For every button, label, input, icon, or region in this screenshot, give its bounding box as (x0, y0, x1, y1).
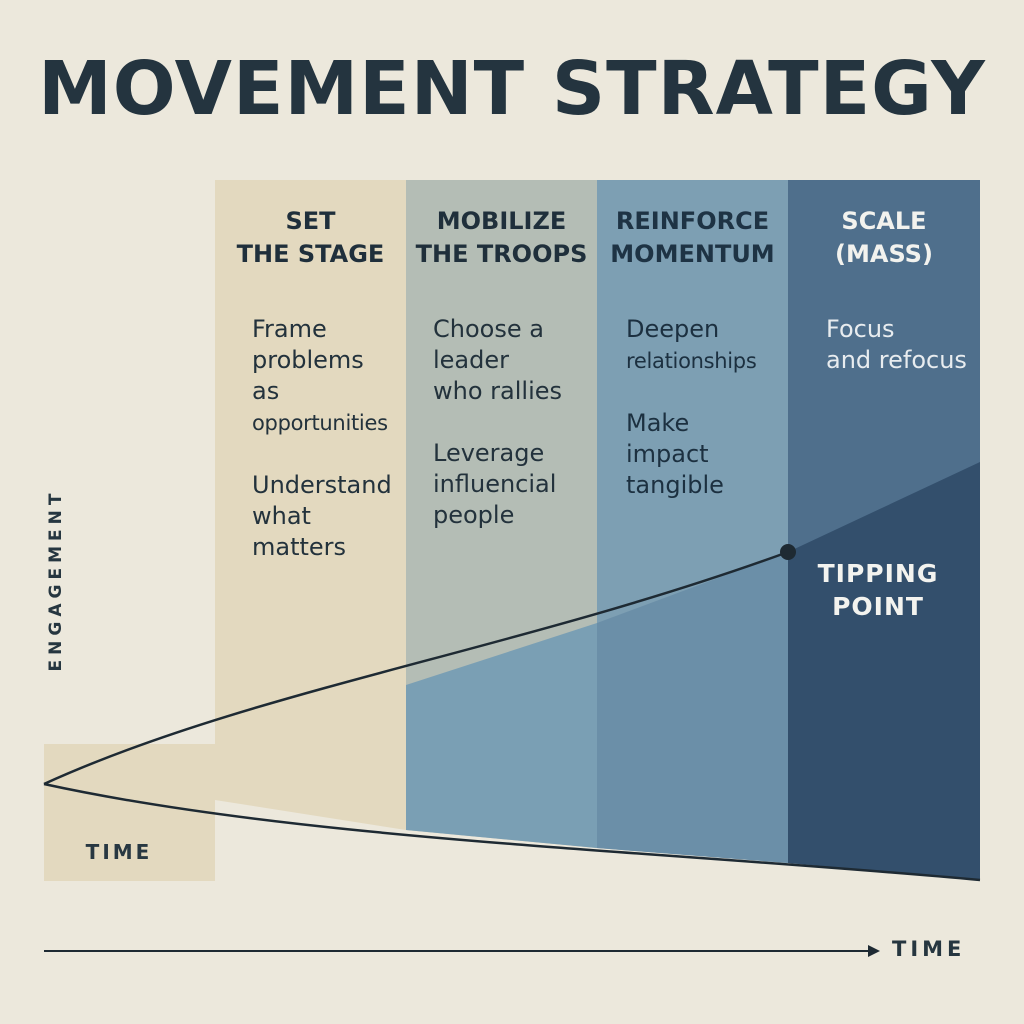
time-box-label: TIME (85, 840, 153, 864)
stage-1-point-1: Frame problems as opportunities (252, 315, 388, 435)
tipping-point-label (796, 557, 960, 623)
stage-3-heading-line-2: MOMENTUM (610, 240, 775, 268)
stage-3-points (626, 314, 788, 501)
stage-4-heading-line-1: SCALE (841, 207, 927, 235)
stage-1-heading (215, 205, 406, 271)
tipping-point-line-1: TIPPING (817, 559, 939, 588)
stage-4-heading-line-2: (MASS) (835, 240, 933, 268)
stage-3-point-1: Deepen relationships (626, 315, 757, 373)
tipping-point-line-2: POINT (832, 592, 924, 621)
time-axis-label: TIME (892, 937, 966, 961)
stage-4-heading (788, 205, 980, 271)
stage-2-heading-line-2: THE TROOPS (415, 240, 588, 268)
stage-2-point-1: Choose a leader who rallies (433, 315, 562, 405)
stage-2-heading (406, 205, 597, 271)
stage-1-point-2: Understand what matters (252, 471, 392, 561)
stage-2-heading-line-1: MOBILIZE (436, 207, 567, 235)
stage-4-points (826, 314, 980, 376)
engagement-axis-label: ENGAGEMENT (46, 488, 66, 672)
stage-3-heading (597, 205, 788, 271)
stage-1-heading-line-2: THE STAGE (236, 240, 385, 268)
stage-3-heading-line-1: REINFORCE (615, 207, 770, 235)
stage-3-point-2: Make impact tangible (626, 409, 724, 499)
stage-2-point-2: Leverage influencial people (433, 439, 557, 529)
tipping-point-marker (780, 544, 796, 560)
stage-4-point-1: Focus and refocus (826, 315, 967, 374)
time-axis-arrowhead (868, 945, 880, 957)
page-title: MOVEMENT STRATEGY (38, 46, 986, 132)
stage-1-points (252, 314, 406, 563)
stage-1-heading-line-1: SET (285, 207, 336, 235)
stage-2-points (433, 314, 597, 531)
